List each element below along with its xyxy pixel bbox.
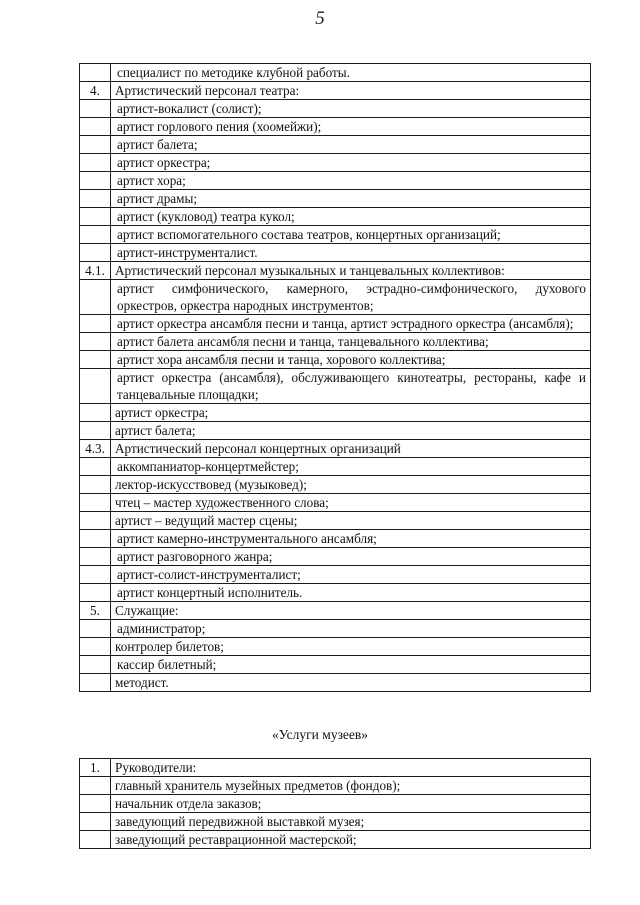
position-title: артист оркестра; <box>111 154 591 172</box>
row-number <box>80 190 111 208</box>
table-row <box>80 404 591 422</box>
positions-table-body <box>80 64 591 692</box>
row-number <box>80 656 111 674</box>
position-title: артист концертный исполнитель. <box>111 584 591 602</box>
table-row <box>80 280 591 315</box>
positions-table-museums <box>79 758 591 849</box>
position-title: начальник отдела заказов; <box>111 795 591 813</box>
position-title: Служащие: <box>111 602 591 620</box>
position-title: артист балета; <box>111 422 591 440</box>
row-number <box>80 584 111 602</box>
row-number <box>80 208 111 226</box>
positions-table-body <box>80 759 591 849</box>
position-title: Артистический персонал концертных организаций <box>111 440 591 458</box>
position-title: Артистический персонал музыкальных и танцевальных коллективов: <box>111 262 591 280</box>
row-number: 4.3. <box>80 440 111 458</box>
row-number <box>80 351 111 369</box>
row-number <box>80 333 111 351</box>
table-row <box>80 566 591 584</box>
row-number <box>80 530 111 548</box>
table-row <box>80 440 591 458</box>
row-number <box>80 172 111 190</box>
row-number <box>80 100 111 118</box>
position-title: артист балета; <box>111 136 591 154</box>
table-row <box>80 795 591 813</box>
row-number: 4. <box>80 82 111 100</box>
table-row <box>80 64 591 82</box>
row-number <box>80 795 111 813</box>
row-number <box>80 369 111 404</box>
position-title: лектор-искусствовед (музыковед); <box>111 476 591 494</box>
row-number <box>80 422 111 440</box>
table-row <box>80 226 591 244</box>
position-title: заведующий передвижной выставкой музея; <box>111 813 591 831</box>
table-row <box>80 831 591 849</box>
row-number <box>80 813 111 831</box>
position-title: артист камерно-инструментального ансамбля; <box>111 530 591 548</box>
position-title: артист драмы; <box>111 190 591 208</box>
position-title: специалист по методике клубной работы. <box>111 64 591 82</box>
position-title: артист (кукловод) театра кукол; <box>111 208 591 226</box>
position-title: артист оркестра (ансамбля), обслуживающего кинотеатры, рестораны, кафе и танцевальные площадки; <box>111 369 591 404</box>
position-title: артист симфонического, камерного, эстрадно-симфонического, духового оркестров, оркестра народных инструментов; <box>111 280 591 315</box>
row-number <box>80 136 111 154</box>
row-number <box>80 64 111 82</box>
table-row <box>80 656 591 674</box>
table-row <box>80 638 591 656</box>
position-title: чтец – мастер художественного слова; <box>111 494 591 512</box>
table-row <box>80 494 591 512</box>
position-title: артист горлового пения (хоомейжи); <box>111 118 591 136</box>
row-number: 1. <box>80 759 111 777</box>
row-number <box>80 620 111 638</box>
position-title: артист вспомогательного состава театров, концертных организаций; <box>111 226 591 244</box>
position-title: артист хора; <box>111 172 591 190</box>
position-title: артист-вокалист (солист); <box>111 100 591 118</box>
table-row <box>80 512 591 530</box>
position-title: артист балета ансамбля песни и танца, танцевального коллектива; <box>111 333 591 351</box>
section-title-museum-services: «Услуги музеев» <box>271 727 369 742</box>
table-row <box>80 100 591 118</box>
position-title: контролер билетов; <box>111 638 591 656</box>
row-number <box>80 244 111 262</box>
position-title: артист оркестра ансамбля песни и танца, артист эстрадного оркестра (ансамбля); <box>111 315 591 333</box>
position-title: артист-солист-инструменталист; <box>111 566 591 584</box>
row-number <box>80 226 111 244</box>
row-number <box>80 777 111 795</box>
position-title: кассир билетный; <box>111 656 591 674</box>
position-title: администратор; <box>111 620 591 638</box>
table-row <box>80 244 591 262</box>
row-number: 4.1. <box>80 262 111 280</box>
table-row <box>80 315 591 333</box>
row-number <box>80 494 111 512</box>
table-row <box>80 584 591 602</box>
table-row <box>80 548 591 566</box>
table-row <box>80 674 591 692</box>
row-number <box>80 458 111 476</box>
table-row <box>80 172 591 190</box>
position-title: артист оркестра; <box>111 404 591 422</box>
row-number <box>80 476 111 494</box>
table-row <box>80 136 591 154</box>
table-row <box>80 458 591 476</box>
row-number <box>80 315 111 333</box>
row-number <box>80 512 111 530</box>
row-number <box>80 638 111 656</box>
position-title: Артистический персонал театра: <box>111 82 591 100</box>
page-number: 5 <box>315 8 325 29</box>
position-title: аккомпаниатор-концертмейстер; <box>111 458 591 476</box>
position-title: артист хора ансамбля песни и танца, хорового коллектива; <box>111 351 591 369</box>
row-number <box>80 831 111 849</box>
table-row <box>80 154 591 172</box>
table-row <box>80 620 591 638</box>
table-row <box>80 476 591 494</box>
table-row <box>80 118 591 136</box>
position-title: артист – ведущий мастер сцены; <box>111 512 591 530</box>
position-title: главный хранитель музейных предметов (фондов); <box>111 777 591 795</box>
positions-table-culture <box>79 63 591 692</box>
table-row <box>80 759 591 777</box>
table-row <box>80 262 591 280</box>
row-number <box>80 548 111 566</box>
row-number <box>80 154 111 172</box>
table-row <box>80 602 591 620</box>
row-number <box>80 566 111 584</box>
table-row <box>80 82 591 100</box>
position-title: артист-инструменталист. <box>111 244 591 262</box>
position-title: методист. <box>111 674 591 692</box>
position-title: Руководители: <box>111 759 591 777</box>
table-row <box>80 777 591 795</box>
table-row <box>80 333 591 351</box>
position-title: артист разговорного жанра; <box>111 548 591 566</box>
table-row <box>80 530 591 548</box>
position-title: заведующий реставрационной мастерской; <box>111 831 591 849</box>
table-row <box>80 813 591 831</box>
row-number <box>80 404 111 422</box>
row-number <box>80 280 111 315</box>
table-row <box>80 190 591 208</box>
row-number: 5. <box>80 602 111 620</box>
table-row <box>80 208 591 226</box>
row-number <box>80 674 111 692</box>
table-row <box>80 351 591 369</box>
row-number <box>80 118 111 136</box>
table-row <box>80 422 591 440</box>
table-row <box>80 369 591 404</box>
